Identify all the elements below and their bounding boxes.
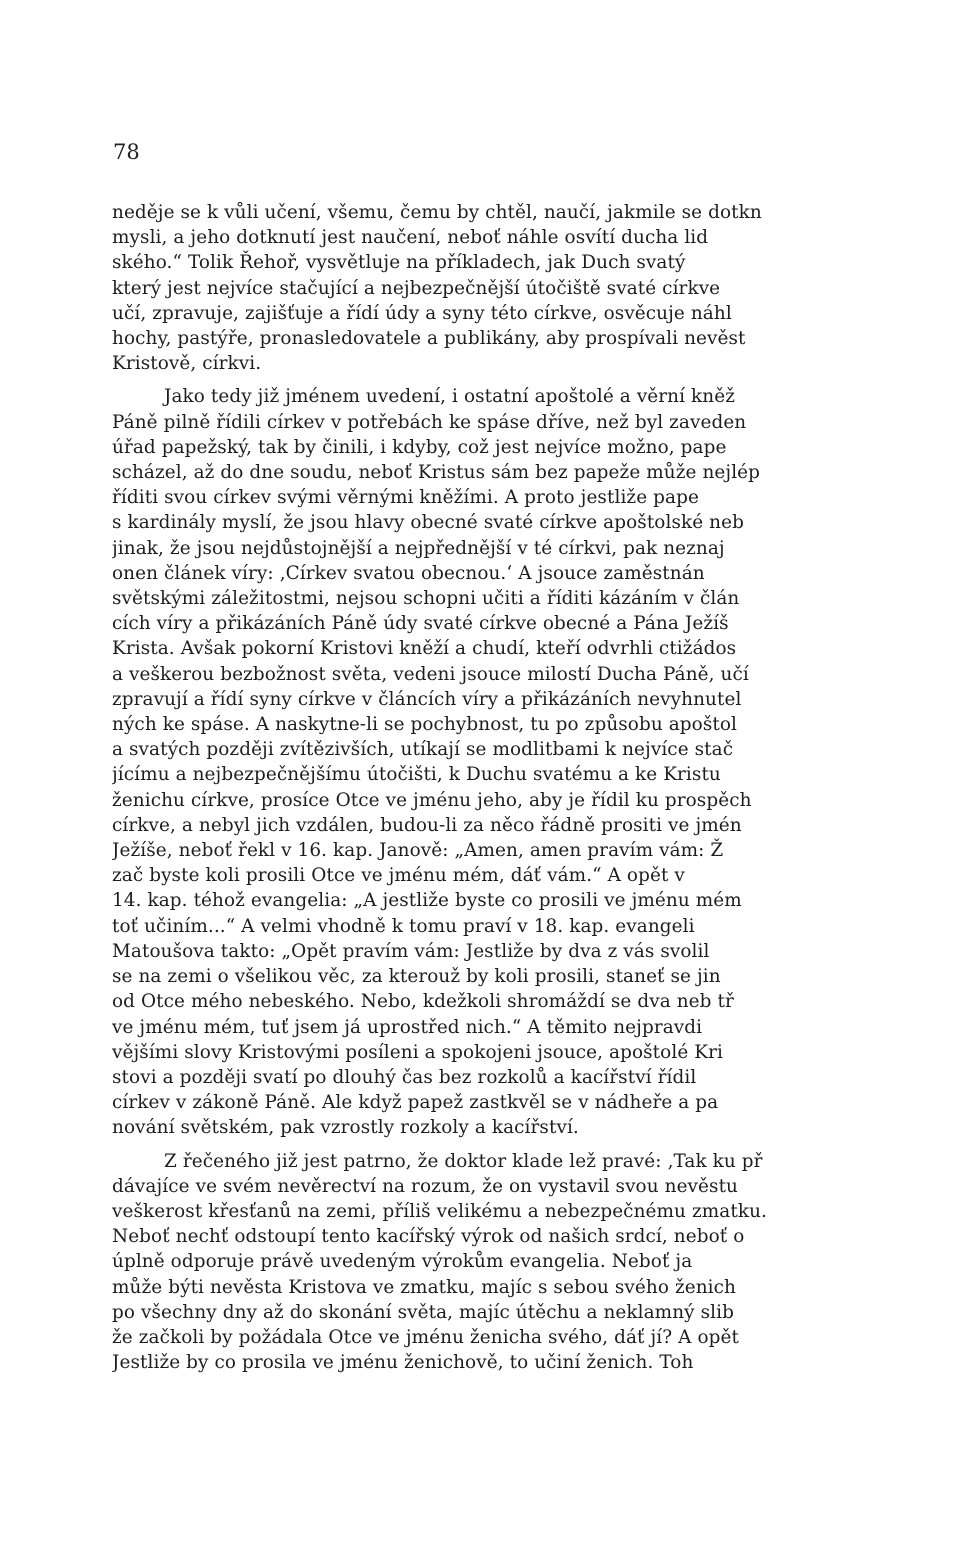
text-line: církev v zákoně Páně. Ale když papež zastkvěl se v nádheře a pa bbox=[112, 1092, 719, 1114]
text-line: vějšími slovy Kristovými posíleni a spokojeni jsouce, apoštolé Kri bbox=[112, 1041, 723, 1063]
text-line: úřad papežský, tak by činili, i kdyby, což jest nejvíce možno, pape bbox=[112, 436, 727, 458]
text-line: Kristově, církvi. bbox=[112, 353, 262, 375]
text-line: Jako tedy již jménem uvedení, i ostatní apoštolé a věrní kněž bbox=[164, 386, 736, 408]
text-line: jícímu a nejbezpečnějšímu útočišti, k Duchu svatému a ke Kristu bbox=[112, 764, 721, 786]
text-line: učí, zpravuje, zajišťuje a řídí údy a syny této církve, osvěcuje náhl bbox=[112, 302, 732, 324]
text-line: mysli, a jeho dotknutí jest naučení, neboť náhle osvítí ducha lid bbox=[112, 227, 709, 249]
text-line: veškerost křesťanů na zemi, příliš velikému a nebezpečnému zmatku. bbox=[112, 1200, 767, 1222]
text-line: a veškerou bezbožnost světa, vedeni jsouce milostí Ducha Páně, učí bbox=[112, 663, 749, 685]
text-line: Krista. Avšak pokorní Kristovi kněží a chudí, kteří odvrhli ctižádos bbox=[112, 638, 737, 660]
text-line: církve, a nebyl jich vzdálen, budou-li za něco řádně prositi ve jmén bbox=[112, 814, 742, 836]
text-line: po všechny dny až do skonání světa, majíc útěchu a neklamný slib bbox=[112, 1301, 734, 1323]
text-line: ve jménu mém, tuť jsem já uprostřed nich.“ A těmito nejpravdi bbox=[112, 1016, 703, 1038]
text-line: Páně pilně řídili církev v potřebách ke spáse dříve, než byl zaveden bbox=[112, 411, 747, 433]
paragraph-3 bbox=[112, 1149, 960, 1376]
page-number: 78 bbox=[113, 140, 140, 164]
paragraph-2 bbox=[112, 384, 960, 1140]
text-line: zpravují a řídí syny církve v článcích víry a přikázáních nevyhnutel bbox=[112, 688, 742, 710]
text-line: cích víry a přikázáních Páně údy svaté církve obecné a Pána Ježíš bbox=[112, 613, 729, 635]
text-line: nování světském, pak vzrostly rozkoly a kacířství. bbox=[112, 1117, 579, 1139]
text-line: světskými záležitostmi, nejsou schopni učiti a říditi kázáním v člán bbox=[112, 588, 740, 610]
text-line: říditi svou církev svými věrnými kněžími. A proto jestliže pape bbox=[112, 487, 699, 509]
text-line: úplně odporuje právě uvedeným výrokům evangelia. Neboť ja bbox=[112, 1251, 693, 1273]
text-line: ných ke spáse. A naskytne-li se pochybnost, tu po způsobu apoštol bbox=[112, 714, 738, 736]
body-text bbox=[112, 200, 960, 1375]
text-line: Z řečeného již jest patrno, že doktor klade lež pravé: ‚Tak ku př bbox=[164, 1150, 763, 1172]
text-line: ského.“ Tolik Řehoř, vysvětluje na příkladech, jak Duch svatý bbox=[112, 252, 686, 274]
text-line: jinak, že jsou nejdůstojnější a nejpřednější v té církvi, pak neznaj bbox=[112, 537, 725, 559]
text-line: stovi a později svatí po dlouhý čas bez rozkolů a kacířství řídil bbox=[112, 1066, 697, 1088]
text-line: s kardinály myslí, že jsou hlavy obecné svaté církve apoštolské neb bbox=[112, 512, 744, 534]
paragraph-1 bbox=[112, 200, 960, 376]
text-line: 14. kap. téhož evangelia: „A jestliže byste co prosili ve jménu mém bbox=[112, 890, 742, 912]
text-line: Ježíše, neboť řekl v 16. kap. Janově: „Amen, amen pravím vám: Ž bbox=[112, 840, 724, 862]
text-line: hochy, pastýře, pronasledovatele a publikány, aby prospívali nevěst bbox=[112, 328, 746, 350]
text-line: Matoušova takto: „Opět pravím vám: Jestliže by dva z vás svolil bbox=[112, 940, 710, 962]
text-line: může býti nevěsta Kristova ve zmatku, majíc s sebou svého ženich bbox=[112, 1276, 737, 1298]
text-line: onen článek víry: ‚Církev svatou obecnou.‘ A jsouce zaměstnán bbox=[112, 562, 705, 584]
text-line: Neboť nechť odstoupí tento kacířský výrok od našich srdcí, neboť o bbox=[112, 1226, 745, 1248]
text-line: že začkoli by požádala Otce ve jménu ženicha svého, dáť jí? A opět bbox=[112, 1326, 739, 1348]
text-line: který jest nejvíce stačující a nejbezpečnější útočiště svaté církve bbox=[112, 277, 721, 299]
text-line: ženichu církve, prosíce Otce ve jménu jeho, aby je řídil ku prospěch bbox=[112, 789, 752, 811]
text-line: zač byste koli prosili Otce ve jménu mém, dáť vám.“ A opět v bbox=[112, 865, 685, 887]
text-line: od Otce mého nebeského. Nebo, kdežkoli shromáždí se dva neb tř bbox=[112, 991, 734, 1013]
text-line: se na zemi o všelikou věc, za kterouž by koli prosili, staneť se jin bbox=[112, 966, 721, 988]
text-line: a svatých později zvítězivších, utíkají se modlitbami k nejvíce stač bbox=[112, 739, 734, 761]
text-line: toť učiním...“ A velmi vhodně k tomu praví v 18. kap. evangeli bbox=[112, 915, 695, 937]
text-line: scházel, až do dne soudu, neboť Kristus sám bez papeže může nejlép bbox=[112, 462, 761, 484]
text-line: neděje se k vůli učení, všemu, čemu by chtěl, naučí, jakmile se dotkn bbox=[112, 202, 762, 223]
text-line: Jestliže by co prosila ve jménu ženichově, to učiní ženich. Toh bbox=[112, 1352, 694, 1374]
text-line: dávajíce ve svém nevěrectví na rozum, že on vystavil svou nevěstu bbox=[112, 1175, 738, 1197]
